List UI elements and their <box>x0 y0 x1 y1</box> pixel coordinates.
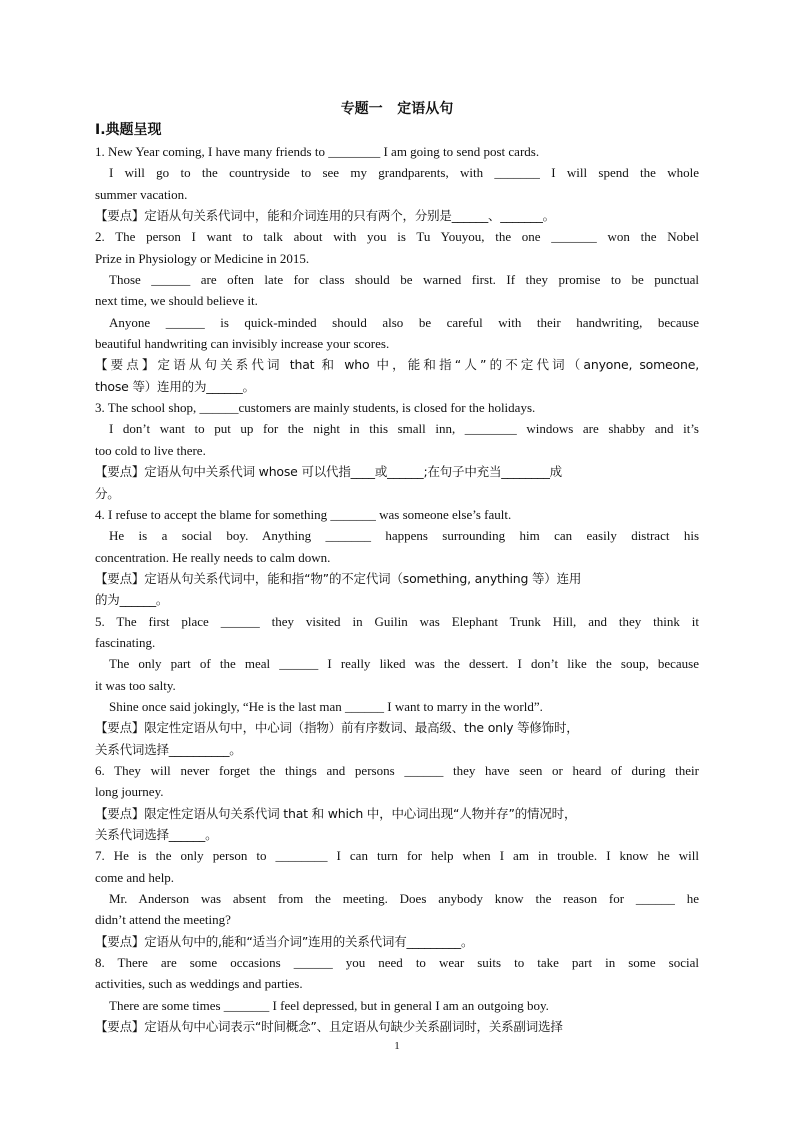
q7-sentence-a: 7. He is the only person to ________ I can turn for help when I am in trouble. I know he will <box>95 848 699 864</box>
q6-sentence-a-cont: long journey. <box>95 784 164 800</box>
q1-key-point: 【要点】定语从句关系代词中，能和介词连用的只有两个，分别是______、_______。 <box>95 208 555 224</box>
q4-sentence-b: He is a social boy. Anything _______ happens surrounding him can easily distract his <box>109 528 699 544</box>
q2-sentence-b: Those ______ are often late for class should be warned first. If they promise to be punctual <box>109 272 699 288</box>
q6-key-point: 【要点】限定性定语从句关系代词 that 和 which 中，中心词出现“人物并存”的情况时， <box>95 805 577 821</box>
q6-key-point-cont: 关系代词选择______。 <box>95 827 218 842</box>
q2-sentence-a: 2. The person I want to talk about with you is Tu Youyou, the one _______ won the Nobel <box>95 229 699 245</box>
q5-sentence-b-cont: it was too salty. <box>95 677 176 693</box>
q2-sentence-b-cont: next time, we should believe it. <box>95 293 258 309</box>
q7-key-point: 【要点】定语从句中的,能和“适当介词”连用的关系代词有_________。 <box>95 933 474 949</box>
q5-sentence-b: The only part of the meal ______ I really liked was the dessert. I don’t like the soup, because <box>109 656 699 672</box>
q5-sentence-c: Shine once said jokingly, “He is the last man ______ I want to marry in the world”. <box>109 698 543 714</box>
document-body <box>95 141 699 1037</box>
q8-sentence-a: 8. There are some occasions ______ you need to wear suits to take part in some social <box>95 955 699 971</box>
q6-sentence-a: 6. They will never forget the things and persons ______ they have seen or heard of during their <box>95 762 699 778</box>
q4-sentence-b-cont: concentration. He really needs to calm down. <box>95 549 331 565</box>
q4-sentence-a: 4. I refuse to accept the blame for something _______ was someone else’s fault. <box>95 506 512 522</box>
q8-key-point: 【要点】定语从句中心词表示“时间概念”、且定语从句缺少关系副词时，关系副词选择 <box>95 1019 563 1035</box>
q8-sentence-a-cont: activities, such as weddings and parties. <box>95 976 303 992</box>
q2-sentence-a-cont: Prize in Physiology or Medicine in 2015. <box>95 250 310 266</box>
q8-sentence-b: There are some times _______ I feel depressed, but in general I am an outgoing boy. <box>109 997 549 1013</box>
q3-sentence-a: 3. The school shop, ______customers are mainly students, is closed for the holidays. <box>95 400 536 416</box>
q1-sentence-b-cont: summer vacation. <box>95 186 188 202</box>
q2-key-point-cont: those 等）连用的为______。 <box>95 378 255 394</box>
q3-key-point: 【要点】定语从句中关系代词 whose 可以代指____或______;在句子中充当________成 <box>95 464 562 480</box>
section-heading: I.典题呈现 <box>95 122 162 138</box>
q3-key-point-cont: 分。 <box>95 485 120 501</box>
q5-sentence-a: 5. The first place ______ they visited in Guilin was Elephant Trunk Hill, and they think it <box>95 613 699 629</box>
q1-sentence-b: I will go to the countryside to see my grandparents, with _______ I will spend the whole <box>109 165 699 181</box>
q4-key-point: 【要点】定语从句关系代词中，能和指“物”的不定代词（something, anything 等）连用 <box>95 570 582 586</box>
q7-sentence-b: Mr. Anderson was absent from the meeting. Does anybody know the reason for ______ he <box>109 891 699 907</box>
q3-sentence-b: I don’t want to put up for the night in this small inn, ________ windows are shabby and it’s <box>109 421 699 437</box>
q3-sentence-b-cont: too cold to live there. <box>95 442 206 458</box>
page-number: 1 <box>394 1040 400 1052</box>
page-title: 专题一 定语从句 <box>340 101 454 117</box>
q2-sentence-c: Anyone ______ is quick-minded should also be careful with their handwriting, because <box>109 314 699 330</box>
q5-sentence-a-cont: fascinating. <box>95 634 156 650</box>
q7-sentence-a-cont: come and help. <box>95 869 175 885</box>
q5-key-point: 【要点】限定性定语从句中，中心词（指物）前有序数词、最高级、the only 等修饰时， <box>95 720 579 736</box>
q4-key-point-cont: 的为______。 <box>95 592 169 608</box>
q7-sentence-b-cont: didn’t attend the meeting? <box>95 912 231 928</box>
q2-sentence-c-cont: beautiful handwriting can invisibly increase your scores. <box>95 336 390 352</box>
q2-key-point: 【要点】定语从句关系代词 that 和 who 中，能和指“人”的不定代词（anyone, someone, <box>95 357 699 373</box>
q1-sentence-a: 1. New Year coming, I have many friends to ________ I am going to send post cards. <box>95 144 540 159</box>
q5-key-point-cont: 关系代词选择__________。 <box>95 741 242 757</box>
